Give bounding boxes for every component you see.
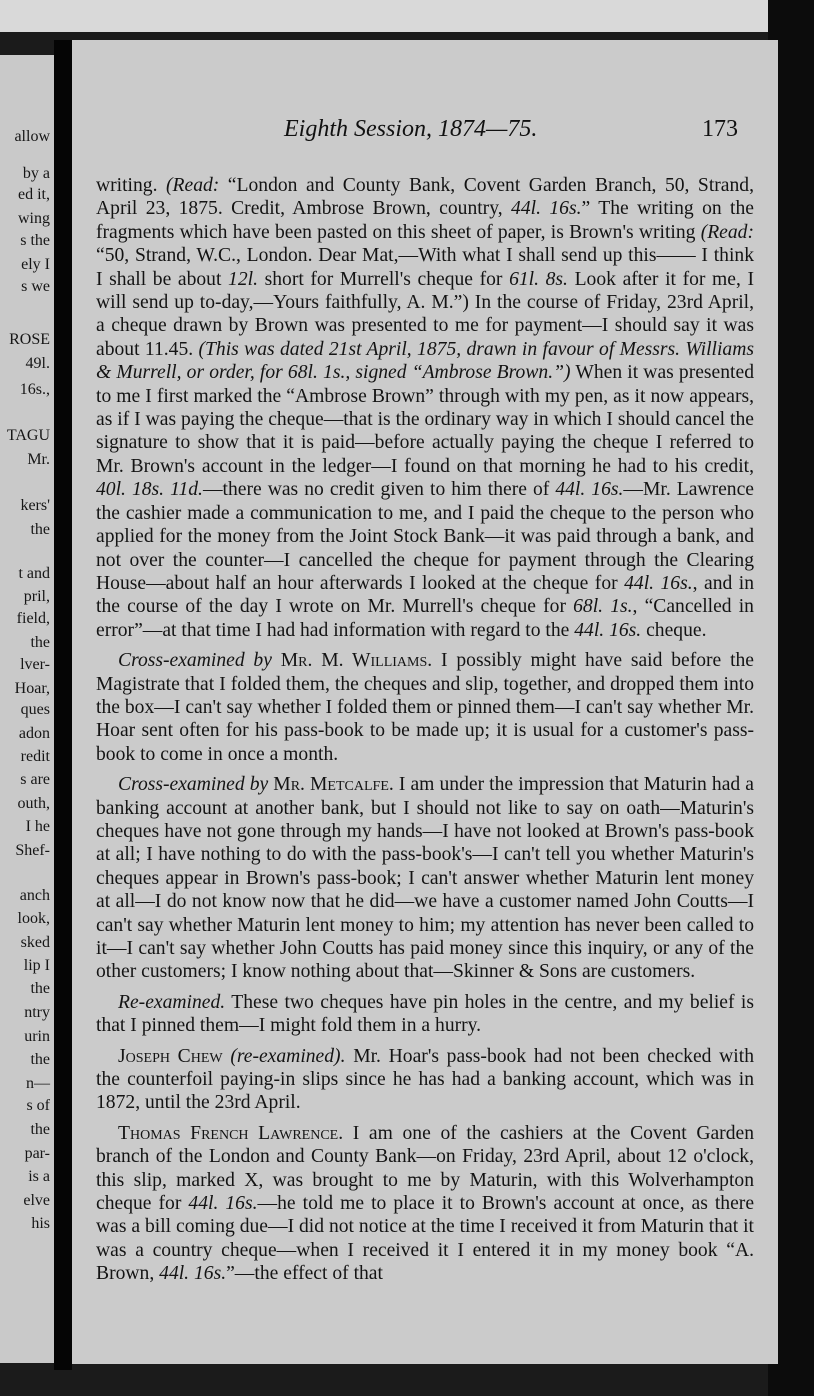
text-run: cheque. xyxy=(641,619,707,641)
text-run: 44l. 16s. xyxy=(511,198,582,220)
facing-page-fragment: I he xyxy=(25,818,50,835)
text-run: writing. xyxy=(96,175,166,196)
facing-page-fragment: his xyxy=(31,1215,50,1232)
text-run: Mr. Hoar's pass-book had not been checked with the counterfoil paying-in slips since he has had a banking account, which was in 1872, until the 23rd April. xyxy=(96,1045,754,1114)
text-run: 44l. 16s. xyxy=(574,619,642,641)
text-run: “50, Strand, W.C., London. Dear Mat,—With what I shall send up this—— I think I shall be about xyxy=(96,245,754,290)
facing-page-fragment: par- xyxy=(24,1145,50,1162)
facing-page-fragment: s we xyxy=(21,278,50,295)
paragraph xyxy=(96,1122,754,1286)
facing-page-fragment: wing xyxy=(18,210,50,227)
facing-page-fragment: adon xyxy=(18,725,50,742)
text-run: Look after it for me, I will send up to-day,—Yours faithfully, A. M.”) In the course of Friday, 23rd April, a cheque drawn by Brown was presented to me for payment—I should say it was about 11.45. xyxy=(96,268,755,360)
text-run: (Read: xyxy=(700,221,754,243)
text-run: —there was no credit given to him there of xyxy=(202,479,556,501)
facing-page-fragment: ely I xyxy=(21,256,50,273)
text-run: These two cheques have pin holes in the centre, and my belief is that I pinned them—I might fold them in a hurry. xyxy=(96,991,754,1037)
text-run: 12l. xyxy=(228,268,258,290)
facing-page-fragment: s the xyxy=(20,232,50,249)
facing-page-fragment: field, xyxy=(16,610,50,627)
facing-page-fragment: lip I xyxy=(23,957,50,974)
facing-page-fragment: 16s., xyxy=(19,381,50,398)
facing-page-fragment: t and xyxy=(18,565,50,582)
text-run: ” The writing on the fragments which have been pasted on this sheet of paper, is Brown's writing xyxy=(96,198,754,243)
facing-page-fragment: urin xyxy=(24,1028,50,1045)
text-run: I possibly might have said before the Magistrate that I folded them, the cheques and slip, together, and dropped them into the box—I can't say whether I folded them or pinned them—I can't say whether Mr. Hoar sent often for his pass-book to be made up; it is usual for a customer's pass-book to come in once a month. xyxy=(96,650,755,765)
text-run: 61l. 8s. xyxy=(509,268,568,290)
text-run: 44l. 16s. xyxy=(624,572,693,594)
book-page xyxy=(72,40,778,1364)
facing-page-fragment: 49l. xyxy=(25,355,50,372)
text-run: Cross-examined by xyxy=(118,774,269,796)
page-number: 173 xyxy=(702,116,738,142)
facing-page-fragment: Hoar, xyxy=(14,680,50,697)
text-run: (This was dated 21st April, 1875, drawn in favour of Messrs. Williams & Murrell, or order, for 68l. 1s., signed “Ambrose Brown.”) xyxy=(96,338,754,384)
text-run: 68l. 1s. xyxy=(573,596,633,618)
text-run: , and in the course of the day I wrote on Mr. Murrell's cheque for xyxy=(96,572,754,618)
text-run: short for Murrell's cheque for xyxy=(257,268,510,290)
facing-page-fragment: ques xyxy=(20,701,50,718)
facing-page-fragment: the xyxy=(30,980,50,997)
facing-page-fragment: by a xyxy=(22,165,50,182)
text-run: ”—the effect of that xyxy=(226,1263,383,1285)
text-run: , “Cancelled in error”—at that time I had had information with regard to the xyxy=(96,596,754,641)
text-run: 40l. 18s. 11d. xyxy=(96,479,203,501)
text-run: “London and County Bank, Covent Garden Branch, 50, Strand, April 23, 1875. Credit, Ambrose Brown, country, xyxy=(96,175,754,220)
facing-page-fragment: the xyxy=(30,1051,50,1068)
facing-page-fragment: the xyxy=(30,521,50,538)
facing-page-fragment: the xyxy=(30,1121,50,1138)
facing-page-fragment: the xyxy=(30,634,50,651)
text-run: —Mr. Lawrence the cashier made a communication to me, and I paid the cheque to the person who applied for the money from the Joint Stock Bank—it was paid through a bank, and not over the counter—I cancelled the cheque for payment through the Clearing House—about half an hour afterwards I looked at the cheque for xyxy=(96,479,754,594)
facing-page-fragment: is a xyxy=(28,1168,50,1185)
text-run: I am under the impression that Maturin had a banking account at another bank, but I should not like to say on oath—Maturin's cheques have not gone through my hands—I have not looked at Brown's pass-book at all; I have nothing to do with the pass-book's—I can't tell you whether Maturin's cheques appear in Brown's pass-book; I can't answer whether Maturin lent money at all—I do not know now that he did—we have a customer named John Coutts—I can't say whether Maturin lent money to him; my attention has never been called to it—I can't say whether John Coutts has paid money since this inquiry, or any of the other customers; I know nothing about that—Skinner & Sons are customers. xyxy=(96,774,754,983)
paragraph xyxy=(96,773,754,984)
text-run: 44l. 16s. xyxy=(555,479,624,501)
text-run: Re-examined. xyxy=(118,991,226,1013)
facing-page-fragment: ed it, xyxy=(18,186,50,203)
facing-page-edge xyxy=(0,55,54,1363)
running-head-title: Eighth Session, 1874—75. xyxy=(284,116,538,142)
text-run: Thomas French Lawrence. xyxy=(118,1122,344,1144)
facing-page-fragment: outh, xyxy=(17,795,50,812)
scan-background-top xyxy=(0,0,814,32)
facing-page-fragment: kers' xyxy=(20,497,50,514)
facing-page-fragment: redit xyxy=(20,748,50,765)
facing-page-fragment: elve xyxy=(23,1192,50,1209)
facing-page-fragment: allow xyxy=(14,128,50,145)
text-run: (Read: xyxy=(166,175,220,196)
text-run: 44l. 16s. xyxy=(159,1263,227,1285)
text-run: Joseph Chew xyxy=(118,1045,223,1067)
facing-page-fragment: n— xyxy=(26,1075,50,1092)
facing-page-fragment: look, xyxy=(17,910,50,927)
page-body-text xyxy=(96,174,754,1286)
facing-page-fragment: TAGU xyxy=(6,427,50,444)
facing-page-fragment: lver- xyxy=(20,656,50,673)
facing-page-fragment: ntry xyxy=(24,1004,50,1021)
facing-page-fragment: Mr. xyxy=(27,451,50,468)
facing-page-fragment: ROSE xyxy=(9,331,50,348)
facing-page-fragment: Shef- xyxy=(15,842,50,859)
paragraph xyxy=(96,1045,754,1115)
text-run: —he told me to place it to Brown's account at once, as there was a bill coming due—I did not notice at the time I received it from Maturin that it was a country cheque—when I received it I entered it in my money book “A. Brown, xyxy=(96,1193,755,1285)
paragraph xyxy=(96,649,754,766)
text-run: I am one of the cashiers at the Covent Garden branch of the London and County Bank—on Friday, 23rd April, about 12 o'clock, this slip, marked X, was brought to me by Maturin, with this Wolverhampton cheque for xyxy=(96,1122,754,1215)
book-gutter xyxy=(54,40,72,1370)
text-run: Mr. Metcalfe. xyxy=(268,774,394,796)
facing-page-fragment: sked xyxy=(20,934,50,951)
facing-page-fragment: s are xyxy=(20,771,50,788)
facing-page-fragment: anch xyxy=(19,887,50,904)
paragraph xyxy=(96,174,754,642)
text-run: 44l. 16s. xyxy=(188,1193,258,1215)
running-head xyxy=(72,116,778,146)
text-run: When it was presented to me I first marked the “Ambrose Brown” through with my pen, as it now appears, as if I was paying the cheque—that is the ordinary way in which I should cancel the signature to show that it is paid—before actually paying the cheque I referred to Mr. Brown's account in the ledger—I found on that morning he had to his credit, xyxy=(96,362,754,477)
facing-page-fragment: pril, xyxy=(23,588,50,605)
text-run: Cross-examined by xyxy=(118,650,272,672)
facing-page-fragment: s of xyxy=(26,1097,50,1114)
paragraph xyxy=(96,991,754,1038)
text-run: (re-examined). xyxy=(222,1045,346,1067)
text-run: Mr. M. Williams. xyxy=(271,650,433,672)
